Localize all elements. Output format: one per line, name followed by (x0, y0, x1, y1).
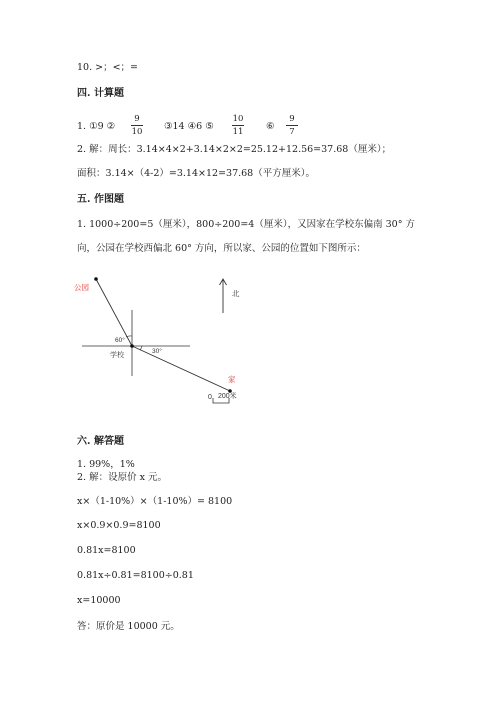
answer-line-1: 1. 99%，1% (77, 459, 135, 470)
section-5-title: 五. 作图题 (77, 194, 124, 205)
angle-30-arc (140, 346, 142, 350)
fraction-numerator: 10 (232, 114, 244, 124)
fraction-10-11 (230, 114, 246, 137)
location-diagram (70, 265, 270, 415)
school-point (130, 344, 134, 348)
answer-line-4: x×0.9×0.9=8100 (77, 520, 161, 531)
calc-q1-part-c: ⑥ (266, 121, 275, 132)
angle-60-label: 60° (115, 337, 125, 344)
answer-line-2: 2. 解：设原价 x 元。 (77, 472, 167, 483)
park-label: 公园 (74, 283, 89, 292)
fraction-denominator: 11 (232, 127, 244, 137)
fraction-bar (232, 125, 244, 126)
angle-30-label: 30° (152, 348, 162, 355)
answer-line-3: x×（1-10%）×（1-10%）= 8100 (77, 496, 233, 507)
fraction-bar (131, 125, 143, 126)
home-label: 家 (228, 375, 236, 384)
fraction-denominator: 10 (131, 127, 143, 137)
fraction-denominator: 7 (289, 127, 295, 137)
fraction-numerator: 9 (289, 114, 295, 124)
fraction-9-10 (129, 114, 145, 137)
fraction-9-7 (284, 114, 300, 137)
answer-line-8: 答：原价是 10000 元。 (77, 621, 180, 632)
section-4-title: 四. 计算题 (77, 88, 124, 99)
park-point (94, 277, 98, 281)
answer-line-7: x=10000 (77, 595, 121, 606)
north-label: 北 (232, 289, 240, 298)
calc-q1-part-b: ③14 ④6 ⑤ (164, 121, 214, 132)
home-direction-line (132, 346, 230, 391)
park-direction-line (96, 279, 132, 346)
section-6-title: 六. 解答题 (77, 436, 124, 447)
scale-zero-label: 0 (208, 394, 212, 401)
calc-q2-line-2: 面积：3.14×（4-2）=3.14×12=37.68（平方厘米）。 (77, 168, 315, 179)
drawing-line-2: 向，公园在学校西偏北 60° 方向，所以家、公园的位置如下图所示： (77, 243, 366, 254)
calc-q2-line-1: 2. 解：周长：3.14×4×2+3.14×2×2=25.12+12.56=37.68（厘米）； (77, 144, 392, 155)
calc-q1-part-a: 1. ①9 ② (77, 121, 116, 132)
school-label: 学校 (110, 352, 124, 359)
drawing-line-1: 1. 1000÷200=5（厘米），800÷200=4（厘米），又因家在学校东偏南 30° 方 (77, 219, 415, 230)
fraction-bar (286, 125, 298, 126)
answer-10: 10. >；<；= (77, 62, 139, 73)
answer-line-6: 0.81x÷0.81=8100÷0.81 (77, 570, 194, 581)
fraction-numerator: 9 (134, 114, 140, 124)
answer-line-5: 0.81x=8100 (77, 545, 136, 556)
scale-unit-label: 200米 (218, 393, 237, 400)
